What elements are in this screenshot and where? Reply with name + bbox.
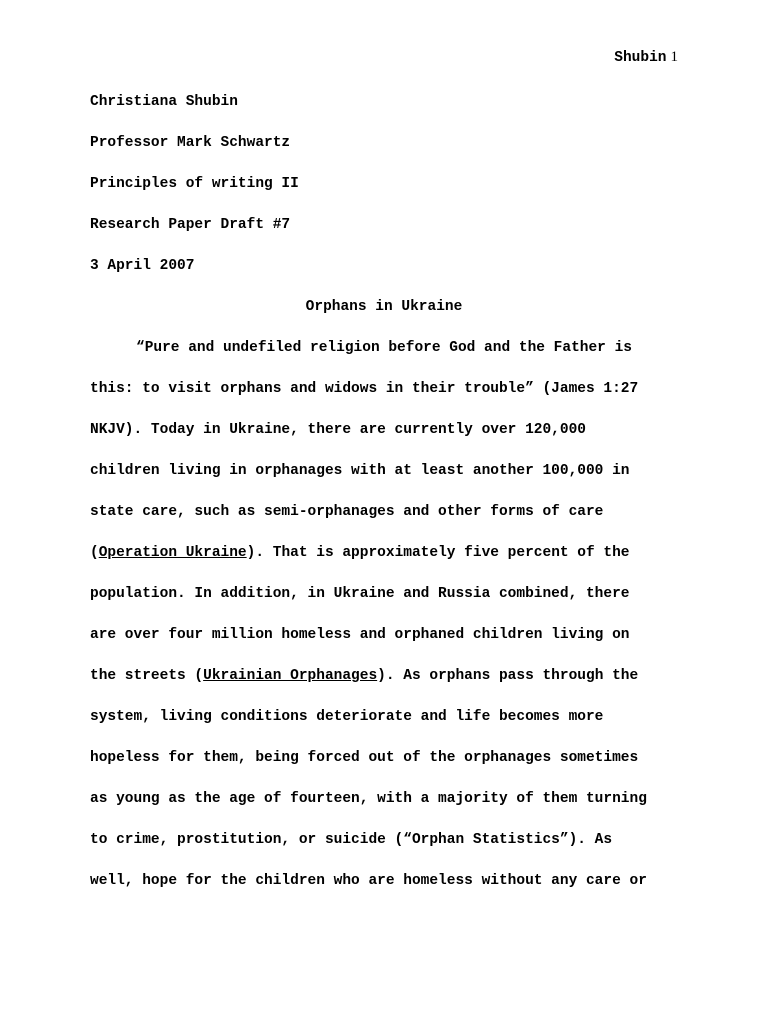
professor-name: Professor Mark Schwartz <box>90 135 291 151</box>
body-text: the streets ( <box>90 668 204 684</box>
body-text: ). That is approximately five percent of the <box>246 545 630 561</box>
body-text: ( <box>90 545 99 561</box>
body-line: population. In addition, in Ukraine and Russia combined, there <box>90 586 630 602</box>
body-line: system, living conditions deteriorate and life becomes more <box>90 709 604 725</box>
body-line: well, hope for the children who are homeless without any care or <box>90 873 647 889</box>
citation-operation-ukraine: Operation Ukraine <box>98 545 247 561</box>
page-number: 1 <box>670 49 678 65</box>
paper-title: Orphans in Ukraine <box>305 299 463 315</box>
body-line: NKJV). Today in Ukraine, there are currently over 120,000 <box>90 422 586 438</box>
running-head <box>614 48 678 67</box>
body-line: “Pure and undefiled religion before God and the Father is <box>136 340 632 356</box>
student-name: Christiana Shubin <box>90 94 238 110</box>
body-line <box>90 544 680 562</box>
paper-date: 3 April 2007 <box>90 258 195 274</box>
body-line: as young as the age of fourteen, with a majority of them turning <box>90 791 647 807</box>
body-text: ). As orphans pass through the <box>377 668 639 684</box>
body-line: state care, such as semi-orphanages and other forms of care <box>90 504 604 520</box>
citation-ukrainian-orphanages: Ukrainian Orphanages <box>203 668 378 684</box>
body-line: children living in orphanages with at least another 100,000 in <box>90 463 630 479</box>
assignment-name: Research Paper Draft #7 <box>90 217 291 233</box>
body-line: hopeless for them, being forced out of the orphanages sometimes <box>90 750 639 766</box>
body-line: to crime, prostitution, or suicide (“Orphan Statistics”). As <box>90 832 613 848</box>
body-line <box>90 667 680 685</box>
running-head-name: Shubin <box>614 50 667 66</box>
body-line: this: to visit orphans and widows in their trouble” (James 1:27 <box>90 381 639 397</box>
body-line: are over four million homeless and orphaned children living on <box>90 627 630 643</box>
course-name: Principles of writing II <box>90 176 299 192</box>
